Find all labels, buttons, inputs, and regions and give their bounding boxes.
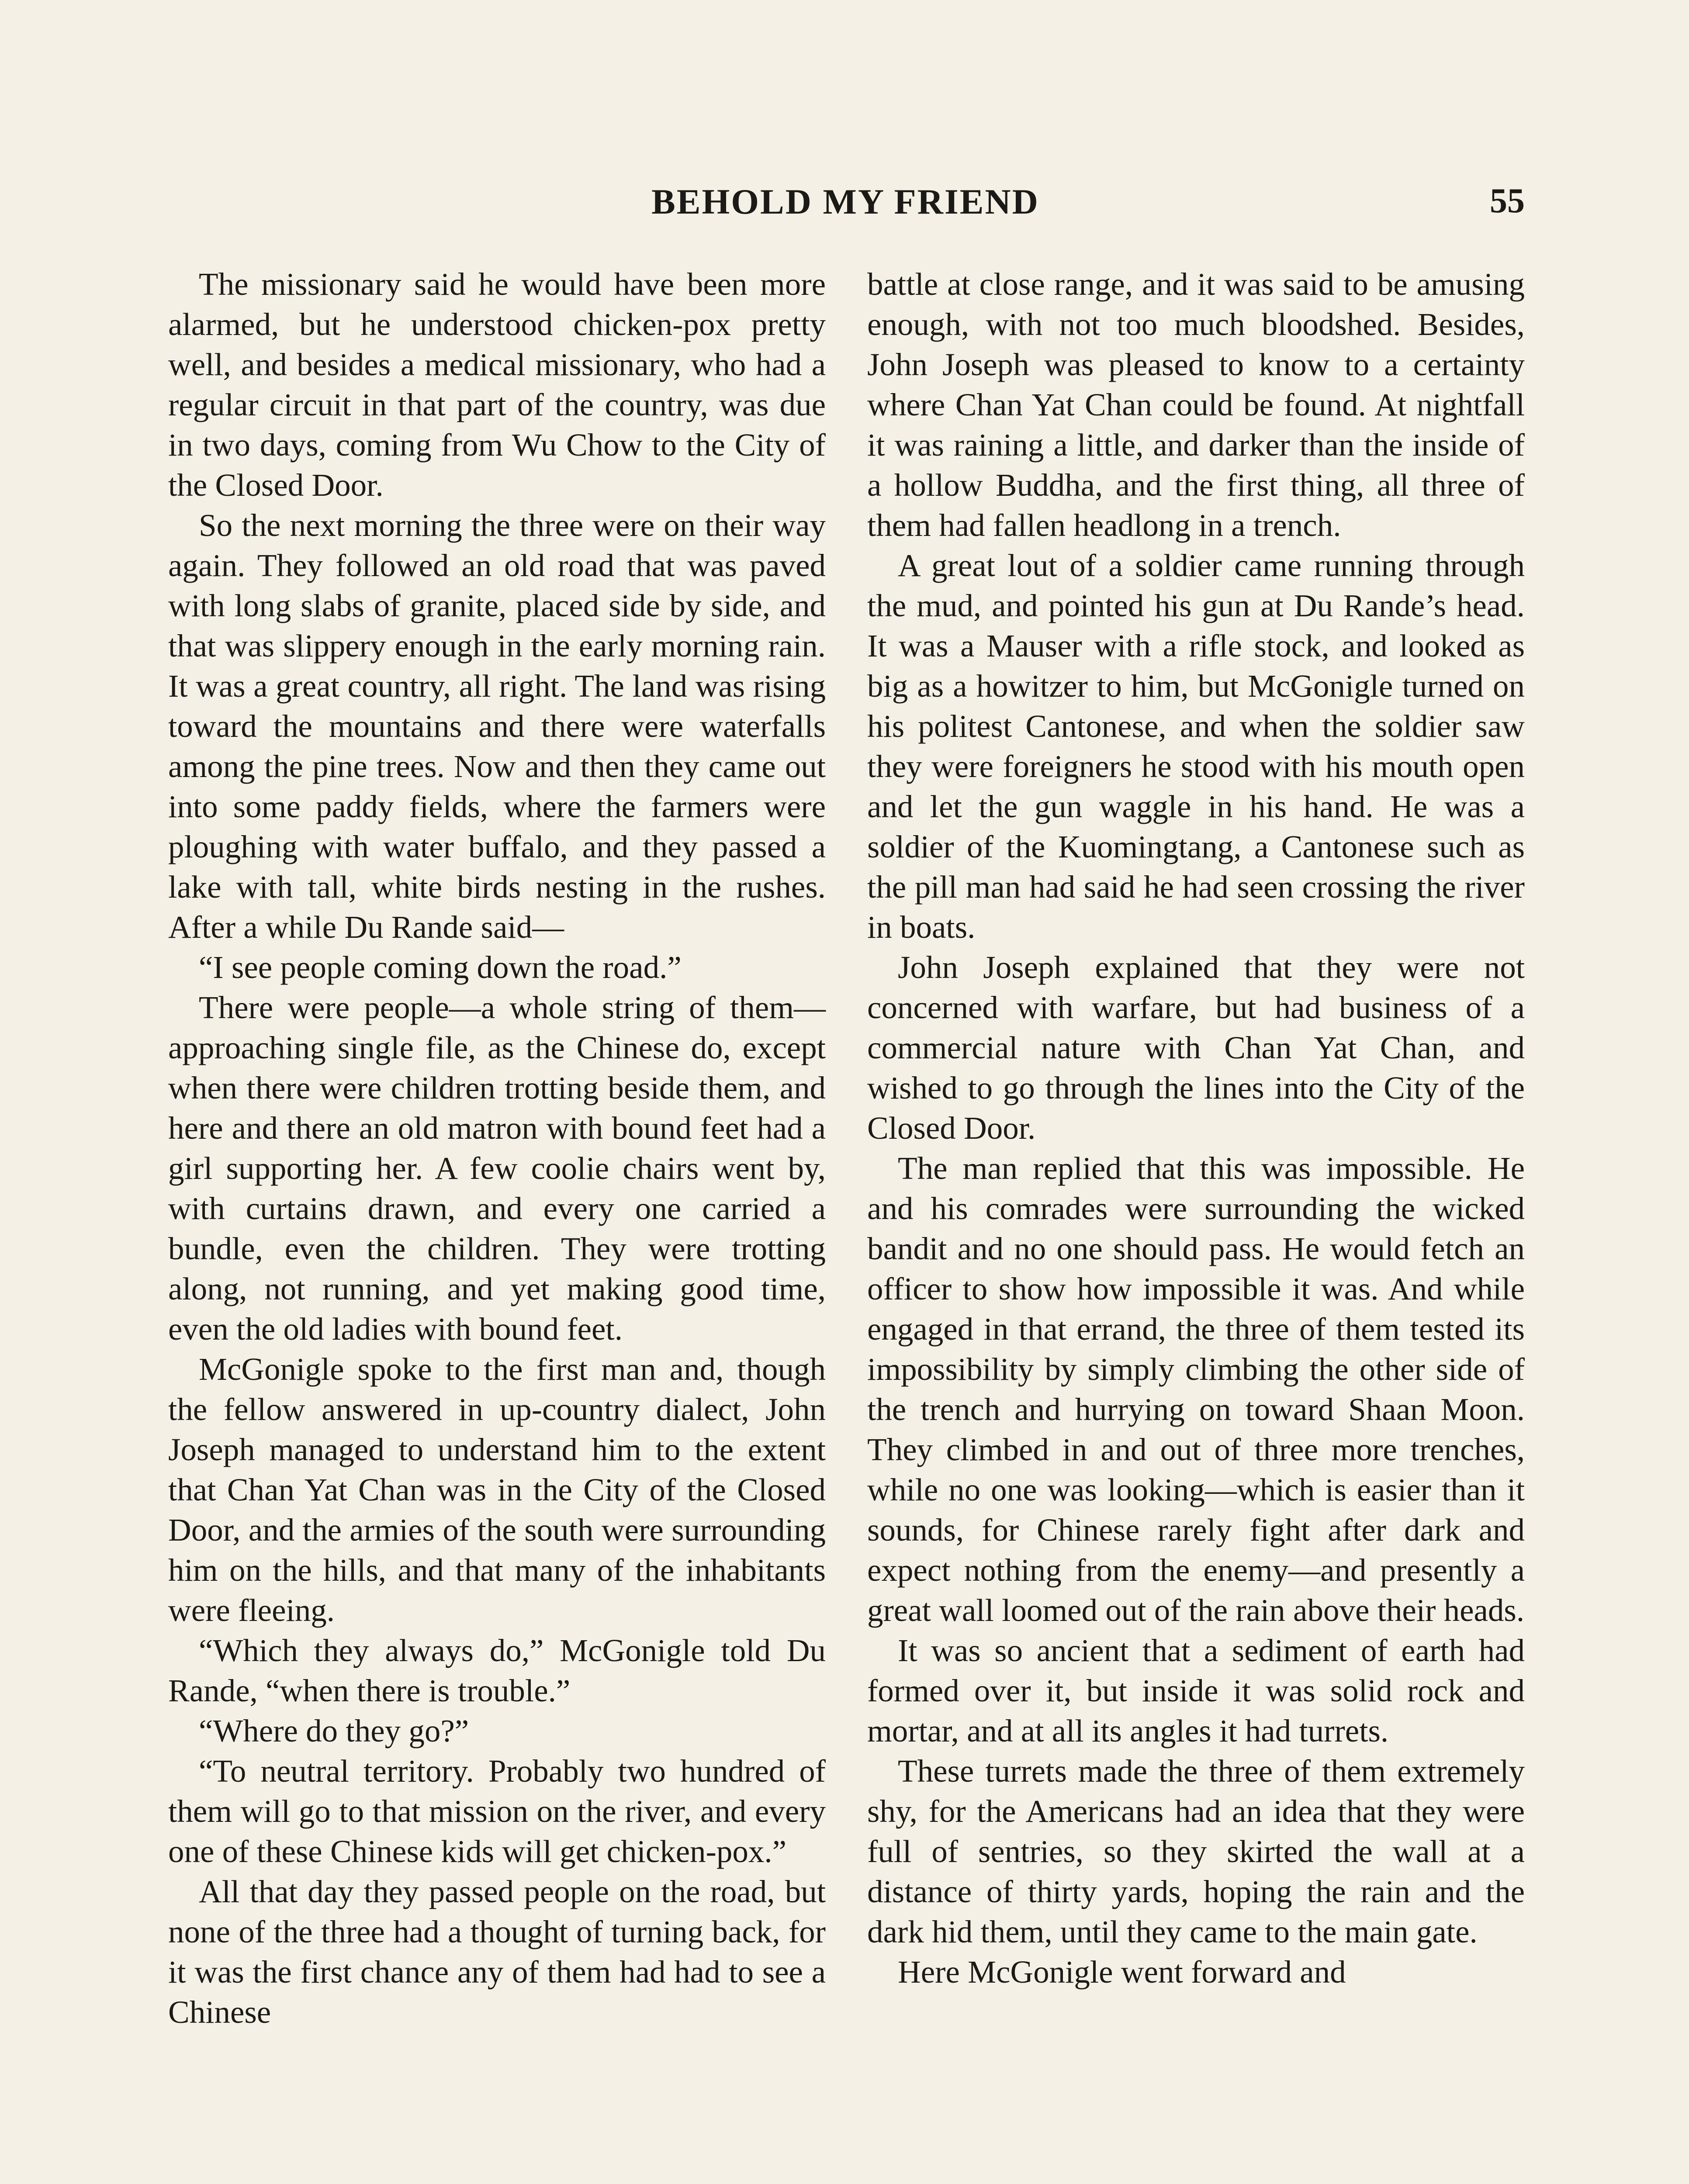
paragraph: The missionary said he would have been more alarmed, but he understood chicken-pox pretty well, and besides a medical missionary, who had a regular circuit in that part of the country, was due in two days, coming from Wu Chow to the City of the Closed Door. bbox=[168, 266, 826, 503]
right-column bbox=[867, 264, 1525, 1992]
paragraph: A great lout of a soldier came running through the mud, and pointed his gun at Du Rande’s head. It was a Mauser with a rifle stock, and looked as big as a howitzer to him, but McGonigle turned on his politest Cantonese, and when the soldier saw they were foreigners he stood with his mouth open and let the gun waggle in his hand. He was a soldier of the Kuomingtang, a Cantonese such as the pill man had said he had seen crossing the river in boats. bbox=[867, 548, 1525, 945]
paragraph-continued: battle at close range, and it was said to be amusing enough, with not too much bloodshed. Besides, John Joseph was pleased to know to a certainty where Chan Yat Chan could be found. At nightfall it was raining a little, and darker than the inside of a hollow Buddha, and the first thing, all three of them had fallen headlong in a trench. bbox=[867, 266, 1525, 543]
paragraph: So the next morning the three were on their way again. They followed an old road that was paved with long slabs of granite, placed side by side, and that was slippery enough in the early morning rain. It was a great country, all right. The land was rising toward the mountains and there were waterfalls among the pine trees. Now and then they came out into some paddy fields, where the farmers were ploughing with water buffalo, and they passed a lake with tall, white birds nesting in the rushes. After a while Du Rande said— bbox=[168, 508, 826, 945]
paragraph: “Which they always do,” McGonigle told Du Rande, “when there is trouble.” bbox=[168, 1633, 826, 1708]
paragraph: There were people—a whole string of them—approaching single file, as the Chinese do, except when there were children trotting beside them, and here and there an old matron with bound feet had a girl supporting her. A few coolie chairs went by, with curtains drawn, and every one carried a bundle, even the children. They were trotting along, not running, and yet making good time, even the old ladies with bound feet. bbox=[168, 990, 826, 1347]
page-number: 55 bbox=[1490, 182, 1525, 220]
paragraph: It was so ancient that a sediment of earth had formed over it, but inside it was solid rock and mortar, and at all its angles it had turrets. bbox=[867, 1633, 1525, 1749]
running-title: BEHOLD MY FRIEND bbox=[651, 182, 1039, 221]
paragraph: The man replied that this was impossible. He and his comrades were surrounding the wicked bandit and no one should pass. He would fetch an officer to show how impossible it was. And while engaged in that errand, the three of them tested its impossibility by simply climbing the other side of the trench and hurrying on toward Shaan Moon. They climbed in and out of three more trenches, while no one was looking—which is easier than it sounds, for Chinese rarely fight after dark and expect nothing from the enemy—and presently a great wall loomed out of the rain above their heads. bbox=[867, 1151, 1525, 1628]
paragraph: All that day they passed people on the road, but none of the three had a thought of turning back, for it was the first chance any of them had had to see a Chinese bbox=[168, 1874, 826, 2030]
paragraph: “To neutral territory. Probably two hundred of them will go to that mission on the river, and every one of these Chinese kids will get chicken-pox.” bbox=[168, 1753, 826, 1869]
paragraph: John Joseph explained that they were not concerned with warfare, but had business of a commercial nature with Chan Yat Chan, and wished to go through the lines into the City of the Closed Door. bbox=[867, 950, 1525, 1146]
paragraph: “I see people coming down the road.” bbox=[199, 950, 682, 985]
paragraph: McGonigle spoke to the first man and, though the fellow answered in up-country dialect, John Joseph managed to understand him to the extent that Chan Yat Chan was in the City of the Closed Door, and the armies of the south were surrounding him on the hills, and that many of the inhabitants were fleeing. bbox=[168, 1351, 826, 1628]
left-column bbox=[168, 264, 826, 2032]
running-head bbox=[166, 173, 1525, 234]
paragraph: These turrets made the three of them extremely shy, for the Americans had an idea that they were full of sentries, so they skirted the wall at a distance of thirty yards, hoping the rain and the dark hid them, until they came to the main gate. bbox=[867, 1753, 1525, 1949]
paragraph: “Where do they go?” bbox=[199, 1713, 469, 1749]
paragraph: Here McGonigle went forward and bbox=[898, 1954, 1346, 1990]
